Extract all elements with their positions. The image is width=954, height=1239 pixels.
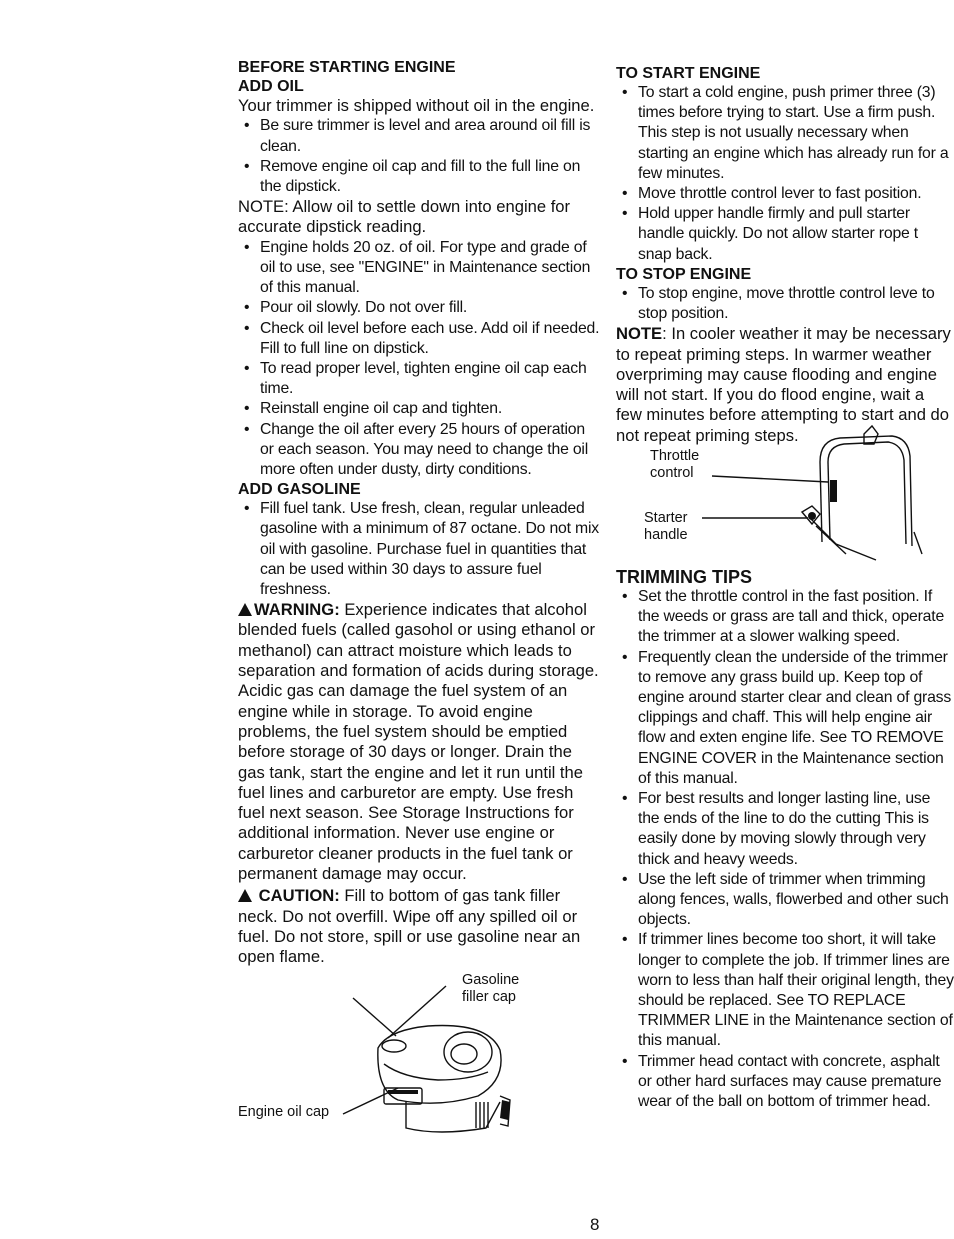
caution-label: CAUTION: — [258, 886, 340, 906]
to-stop-engine-heading: TO STOP ENGINE — [616, 265, 752, 283]
start-engine-list — [616, 83, 954, 265]
list-item: • Remove engine oil cap and fill to the full line on the dipstick. — [238, 157, 602, 197]
list-item: • Check oil level before each use. Add oil if needed. Fill to full line on dipstick. — [238, 319, 602, 359]
list-item: • Use the left side of trimmer when trimming along fences, walls, flowerbed and other such objects. — [616, 870, 954, 931]
add-gasoline-list — [238, 499, 602, 600]
trimming-tips-heading: TRIMMING TIPS — [616, 567, 752, 588]
list-item: • To stop engine, move throttle control leve to stop position. — [616, 284, 954, 324]
oil-note — [238, 197, 602, 238]
engine-illustration — [238, 968, 538, 1133]
handle-figure — [616, 446, 954, 568]
list-item: • Set the throttle control in the fast position. If the weeds or grass are tall and thick, operate the trimmer at a slower walking speed. — [616, 587, 954, 648]
list-item: • Hold upper handle firmly and pull starter handle quickly. Do not allow starter rope t snap back. — [616, 204, 954, 265]
list-item: • Engine holds 20 oz. of oil. For type and grade of oil to use, see "ENGINE" in Maintenance section of this manual. — [238, 238, 602, 299]
list-item: • To start a cold engine, push primer three (3) times before trying to start. Use a firm push. This step is not usually necessary when starting an engine which has already run for a few minutes. — [616, 83, 954, 184]
list-item: • Trimmer head contact with concrete, asphalt or other hard surfaces may cause premature wear of the ball on bottom of trimmer head. — [616, 1052, 954, 1113]
note-label: NOTE — [238, 197, 285, 217]
note-text: : Allow oil to settle down into engine for accurate dipstick reading. — [238, 197, 571, 237]
trimming-tips-list — [616, 587, 954, 1112]
right-column — [616, 64, 954, 1112]
add-oil-list-a — [238, 116, 602, 197]
warning-paragraph — [238, 600, 602, 884]
list-item: • Move throttle control lever to fast position. — [616, 184, 954, 204]
list-item: • Reinstall engine oil cap and tighten. — [238, 399, 602, 419]
stop-engine-list — [616, 284, 954, 324]
warning-text: Experience indicates that alcohol blended fuels (called gasohol or using ethanol or methanol) can attract moisture which leads to separation and formation of acids during storage. Acidic gas can damage the fuel system of an engine while in storage. To avoid engine problems, the fuel system should be emptied before storage of 30 days or longer. Drain the gas tank, start the engine and let it run until the fuel lines and carburetor are empty. Use fresh fuel next season. See Storage Instructions for additional information. Never use engine or carburetor cleaner products in the fuel tank or permanent damage may occur. — [238, 600, 599, 884]
list-item: • For best results and longer lasting line, use the ends of the line to do the cutting This is easily done by moving slowly through very thick and heavy weeds. — [616, 789, 954, 870]
left-column — [238, 58, 602, 1133]
gasoline-filler-cap-label: Gasoline filler cap — [462, 971, 520, 1005]
add-oil-list-b — [238, 238, 602, 480]
engine-oil-cap-label: Engine oil cap — [238, 1103, 330, 1120]
list-item: • Pour oil slowly. Do not over fill. — [238, 298, 602, 318]
starter-handle-label: Starter handle — [644, 510, 688, 544]
list-item: • Change the oil after every 25 hours of operation or each season. You may need to change the oil more often under dusty, dirty conditions. — [238, 420, 602, 481]
list-item: • To read proper level, tighten engine oil cap each time. — [238, 359, 602, 399]
add-gasoline-heading: ADD GASOLINE — [238, 481, 361, 499]
to-start-engine-heading: TO START ENGINE — [616, 65, 761, 82]
engine-figure — [238, 968, 602, 1133]
add-oil-heading: ADD OIL — [238, 78, 304, 95]
list-item: • Frequently clean the underside of the trimmer to remove any grass build up. Keep top of engine around starter clear and clean of grass clippings and chaff. This will help engine air flow and exten engine life. See TO REMOVE ENGINE COVER in the Maintenance section of this manual. — [616, 648, 954, 789]
before-starting-heading: BEFORE STARTING ENGINE — [238, 59, 456, 76]
caution-icon — [238, 889, 252, 902]
page-number: 8 — [590, 1215, 600, 1234]
note-text: : In cooler weather it may be necessary to repeat priming steps. In warmer weather overpriming may cause flooding and engine will not start. If you do flood engine, wait a few minutes before attempting to start and do not repeat priming steps. — [616, 324, 951, 445]
handle-illustration — [616, 422, 946, 562]
add-oil-intro: Your trimmer is shipped without oil in the engine. — [238, 96, 595, 115]
warning-icon — [238, 603, 252, 616]
caution-text: Fill to bottom of gas tank filler neck. Do not overfill. Wipe off any spilled oil or fuel. Do not store, spill or use gasoline near an open flame. — [238, 886, 581, 967]
list-item: • Fill fuel tank. Use fresh, clean, regular unleaded gasoline with a minimum of 87 octane. Do not mix oil with gasoline. Purchase fuel in quantities that can be used within 30 days to assure fuel freshness. — [238, 499, 602, 600]
list-item: • If trimmer lines become too short, it will take longer to complete the job. If trimmer lines are worn to less than half their original length, they should be replaced. See TO REPLACE TRIMMER LINE in the Maintenance section of this manual. — [616, 930, 954, 1051]
throttle-control-label: Throttle control — [650, 448, 700, 482]
warning-label: WARNING: — [254, 600, 340, 620]
note-label: NOTE — [616, 324, 663, 344]
caution-paragraph — [238, 886, 602, 967]
list-item: • Be sure trimmer is level and area around oil fill is clean. — [238, 116, 602, 156]
